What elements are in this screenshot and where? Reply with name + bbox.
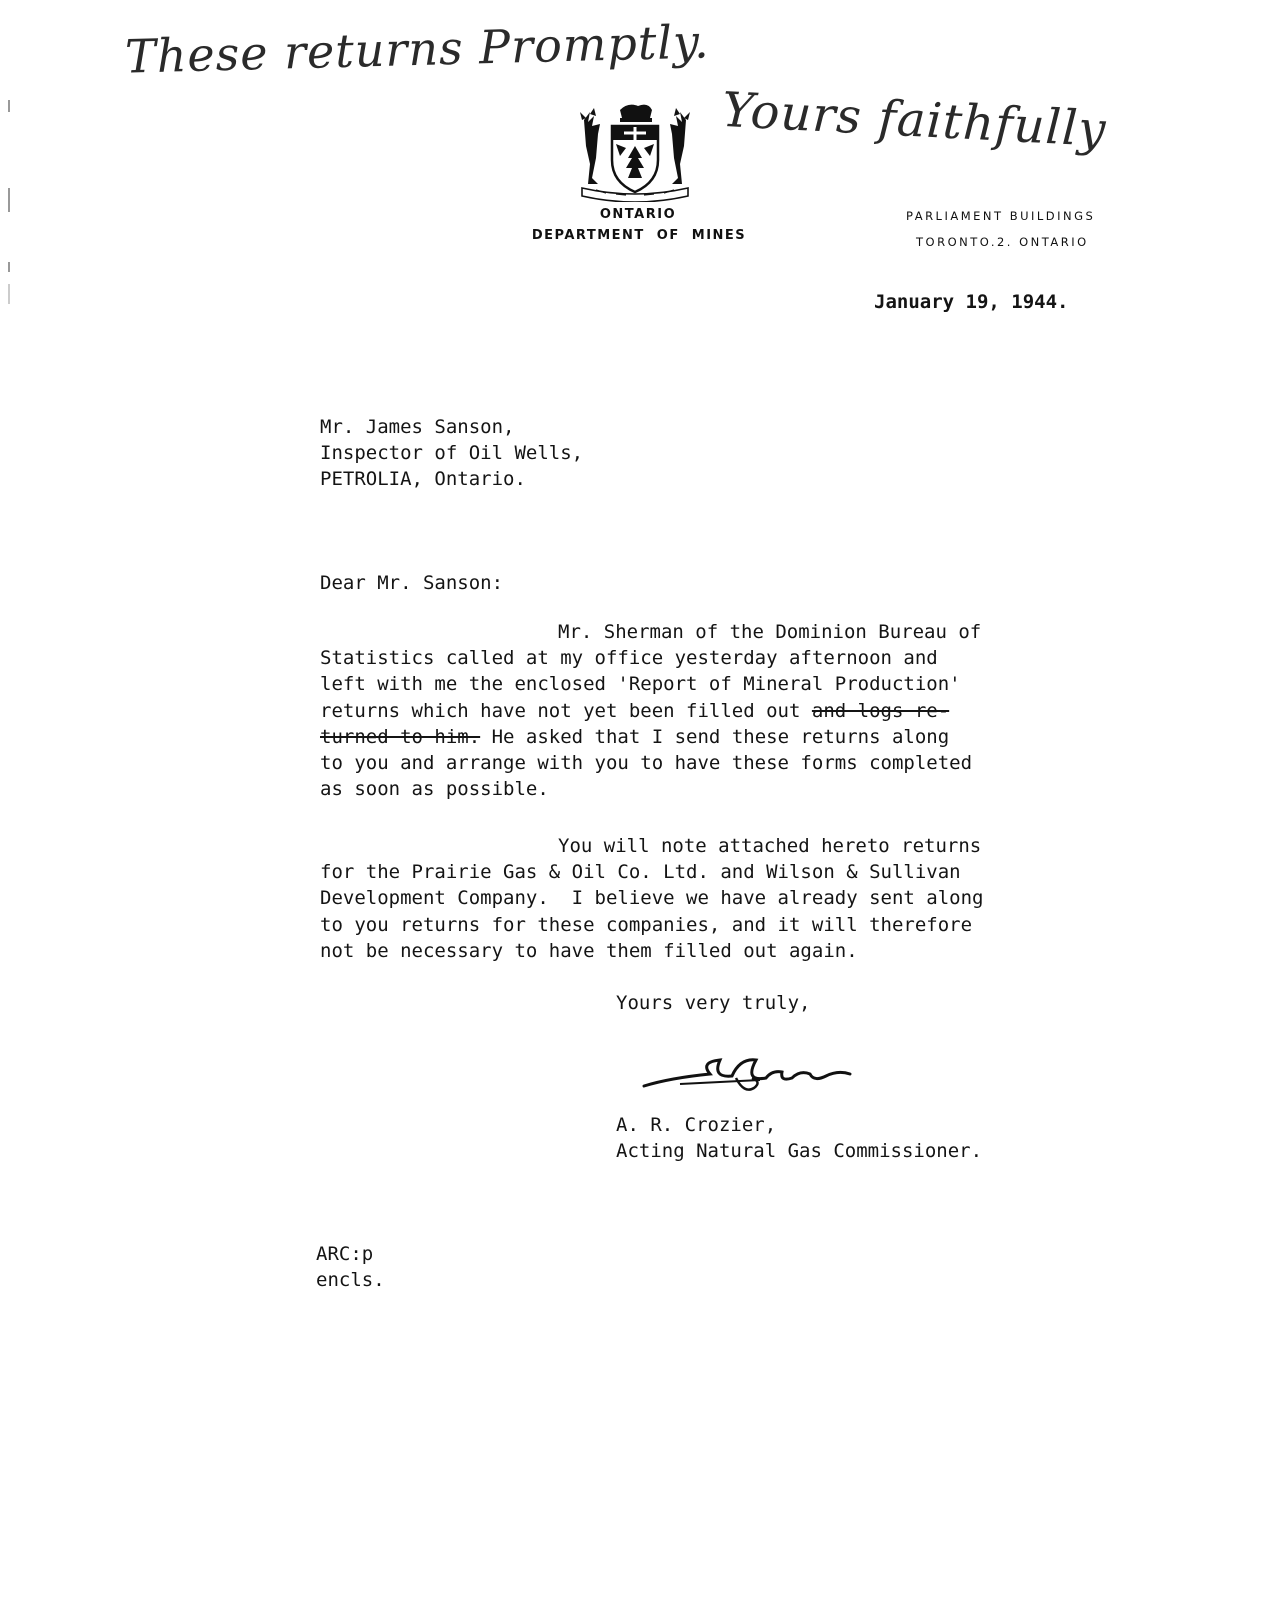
letterhead-department: DEPARTMENT OF MINES: [531, 228, 747, 243]
paragraph-2-line: You will note attached hereto returns: [558, 835, 982, 857]
body-paragraph-1: [320, 619, 981, 802]
enclosures-note: encls.: [316, 1269, 385, 1292]
paragraph-1-line: [320, 724, 981, 750]
recipient-title: Inspector of Oil Wells,: [320, 442, 584, 465]
signature-block: [616, 1112, 982, 1164]
paragraph-2-line: to you returns for these companies, and it will therefore: [320, 913, 973, 936]
salutation: Dear Mr. Sanson:: [320, 572, 504, 594]
ontario-coat-of-arms: [576, 98, 694, 202]
paragraph-1-line: Statistics called at my office yesterday afternoon and: [320, 647, 938, 670]
struck-text: turned to him.: [320, 725, 481, 748]
signer-title: Acting Natural Gas Commissioner.: [616, 1140, 983, 1163]
paragraph-1-line: Mr. Sherman of the Dominion Bureau of: [558, 621, 982, 643]
body-paragraph-2: [320, 833, 983, 964]
signer-name: A. R. Crozier,: [616, 1114, 777, 1136]
handwritten-note-line2: Yours faithfully: [720, 81, 1108, 159]
handwritten-signature: [640, 1048, 880, 1098]
recipient-name: Mr. James Sanson,: [320, 416, 515, 438]
paragraph-1-line: left with me the enclosed 'Report of Mineral Production': [320, 673, 961, 696]
paragraph-2-line: Development Company. I believe we have already sent along: [320, 887, 984, 910]
letterhead-address-line2: TORONTO.2. ONTARIO: [916, 235, 1089, 249]
letterhead-address-line1: PARLIAMENT BUILDINGS: [906, 209, 1096, 223]
recipient-location: PETROLIA, Ontario.: [320, 468, 526, 491]
letterhead-province: ONTARIO: [599, 207, 677, 222]
struck-text: and logs re-: [811, 699, 950, 722]
paragraph-2-line: not be necessary to have them filled out again.: [320, 939, 858, 962]
paragraph-1-line: to you and arrange with you to have these forms completed: [320, 752, 973, 775]
paragraph-1-text: He asked that I send these returns along: [480, 725, 950, 748]
paragraph-1-line: [320, 698, 981, 724]
typist-reference: ARC:p: [316, 1243, 374, 1265]
letter-date: January 19, 1944.: [874, 291, 1069, 313]
paragraph-1-text: returns which have not yet been filled out: [320, 699, 812, 722]
complimentary-close: Yours very truly,: [616, 992, 811, 1014]
reference-initials: [316, 1241, 385, 1293]
margin-marks: [0, 0, 40, 340]
recipient-address: [320, 414, 583, 493]
paragraph-2-line: for the Prairie Gas & Oil Co. Ltd. and Wilson & Sullivan: [320, 861, 961, 884]
handwritten-note-line1: These returns Promptly.: [124, 14, 711, 84]
paragraph-1-line: as soon as possible.: [320, 778, 549, 801]
